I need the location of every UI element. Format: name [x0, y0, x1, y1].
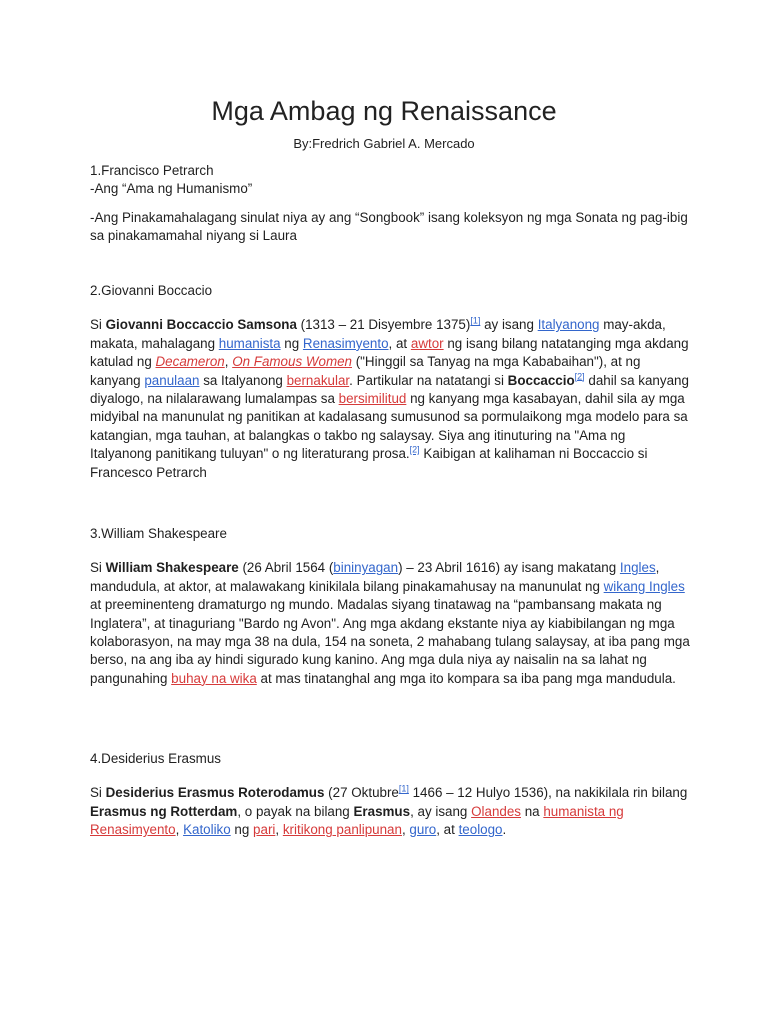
text-run: , at — [436, 822, 459, 838]
text-run: at preeminenteng dramaturgo ng mundo. Madalas siyang tinatawag na “pambansang makata ng Inglatera”, at tinaguriang "Bardo ng Avon". Ang mga akdang ekstante niya ay kiabibilangan ng mga kolaborasyon, na may mga 38 na dula, 154 na soneta, 2 mahabang tulang salaysay, at iba pang mga berso, na ang iba ay hindi sigurado kung kanino. Ang mga dula niya ay naisalin na sa lahat ng pangunahing — [90, 597, 690, 686]
link-kritikong-panlipunan[interactable]: kritikong panlipunan — [282, 822, 402, 838]
document-title: Mga Ambag ng Renaissance — [211, 96, 557, 126]
text-run: ) – 23 Abril 1616) ay isang makatang — [398, 560, 620, 576]
link-renasimyento[interactable]: Renasimyento — [302, 335, 389, 351]
section-heading: 2.Giovanni Boccacio — [90, 283, 213, 298]
text-run: , at — [388, 335, 411, 351]
text-run: , o payak na bilang — [237, 803, 354, 819]
text-run: (1313 – 21 Disyembre 1375) — [296, 317, 471, 333]
section-heading: 4.Desiderius Erasmus — [90, 751, 221, 766]
section-petrarch — [90, 162, 690, 246]
text-run: Kaibigan at kalihaman ni Boccaccio si Francesco Petrarch — [90, 446, 648, 480]
text-run: ("Hinggil sa Tanyag na mga Kababaihan"), at ng kanyang — [90, 354, 641, 388]
text-run: , ay isang — [410, 803, 472, 819]
text-run: ng — [230, 822, 254, 838]
section-heading: 1.Francisco Petrarch — [90, 163, 214, 178]
section-body — [90, 316, 690, 482]
text-run: may-akda, makata, mahalagang — [90, 317, 666, 351]
text-run: ng isang bilang natatanging mga akdang katulad ng — [90, 335, 689, 370]
link-buhay-na-wika[interactable]: buhay na wika — [171, 670, 257, 686]
text-run: (26 Abril 1564 ( — [238, 560, 334, 576]
link-humanista[interactable]: humanista — [218, 335, 281, 351]
section-erasmus — [90, 750, 690, 840]
reference-link[interactable]: [1] — [470, 315, 481, 326]
text-run: , — [175, 822, 184, 838]
text-run: , — [401, 822, 410, 838]
link-bininyagan[interactable]: bininyagan — [333, 560, 399, 576]
link-on-famous-women[interactable]: On Famous Women — [232, 354, 352, 370]
text-run: , — [224, 354, 233, 370]
link-panulaan[interactable]: panulaan — [144, 372, 200, 388]
link-decameron[interactable]: Decameron — [155, 354, 225, 370]
text-run: sa Italyanong — [199, 372, 287, 388]
link-italyanong[interactable]: Italyanong — [537, 317, 600, 333]
text-run: ng kanyang mga kasabayan, dahil sila ay mga midyibal na manunulat ng panitikan at kadalasang sumusunod sa pormulaikong mga modelo para sa katangian, mga tauhan, at balangkas o takbo ng salaysay. Siya ang itinuturing na "Ama ng Italyanong panitikang tuluyan" o ng literaturang prosa. — [90, 391, 688, 462]
text-run: Si — [90, 560, 106, 576]
section-body — [90, 784, 690, 839]
link-teologo[interactable]: teologo — [458, 822, 503, 838]
link-bersimilitud[interactable]: bersimilitud — [338, 391, 407, 407]
person-name: Desiderius Erasmus Roterodamus — [105, 785, 325, 801]
link-guro[interactable]: guro — [409, 822, 437, 838]
reference-link[interactable]: [2] — [574, 371, 585, 382]
person-name: Boccaccio — [507, 372, 575, 388]
text-run: Si — [90, 317, 106, 333]
text-run: at mas tinatanghal ang mga ito kompara sa iba pang mga mandudula. — [256, 670, 676, 686]
link-wikang-ingles[interactable]: wikang Ingles — [603, 578, 685, 594]
text-run: na — [520, 803, 544, 819]
reference-link[interactable]: [2] — [409, 444, 420, 455]
section-body: -Ang Pinakamahalagang sinulat niya ay ang “Songbook” isang koleksyon ng mga Sonata ng pag-ibig sa pinakamamahal niyang si Laura — [90, 209, 688, 244]
text-run: Si — [90, 785, 106, 801]
text-run: 1466 – 12 Hulyo 1536), na nakikilala rin bilang — [408, 785, 688, 801]
text-run: dahil sa kanyang diyalogo, na nilalarawang lumalampas sa — [90, 372, 689, 407]
text-run: (27 Oktubre — [324, 785, 399, 801]
person-name: Erasmus — [353, 803, 411, 819]
link-katoliko[interactable]: Katoliko — [183, 822, 231, 838]
link-humanista-ng-renasimyento[interactable]: humanista ng Renasimyento — [90, 803, 624, 838]
section-shakespeare — [90, 525, 690, 688]
link-ingles[interactable]: Ingles — [619, 560, 656, 576]
link-awtor[interactable]: awtor — [410, 335, 444, 351]
section-subtitle: -Ang “Ama ng Humanismo” — [90, 181, 253, 197]
person-name: Giovanni Boccaccio Samsona — [105, 317, 297, 333]
section-boccacio — [90, 282, 690, 482]
person-name: William Shakespeare — [105, 560, 239, 576]
reference-link[interactable]: [1] — [398, 783, 409, 794]
text-run: , mandudula, at aktor, at malawakang kinikilala bilang pinakamahusay na manunulat ng — [90, 560, 660, 594]
link-pari[interactable]: pari — [253, 822, 276, 838]
link-olandes[interactable]: Olandes — [471, 803, 521, 819]
section-heading: 3.William Shakespeare — [90, 526, 227, 541]
link-bernakular[interactable]: bernakular — [286, 372, 350, 388]
text-run: ng — [280, 335, 303, 351]
text-run: . — [502, 822, 507, 838]
person-name: Erasmus ng Rotterdam — [90, 803, 238, 819]
text-run: ay isang — [480, 317, 538, 333]
text-run: . Partikular na natatangi si — [349, 372, 508, 388]
text-run: , — [275, 822, 283, 838]
author-byline: By:Fredrich Gabriel A. Mercado — [293, 136, 475, 151]
section-body — [90, 559, 690, 688]
